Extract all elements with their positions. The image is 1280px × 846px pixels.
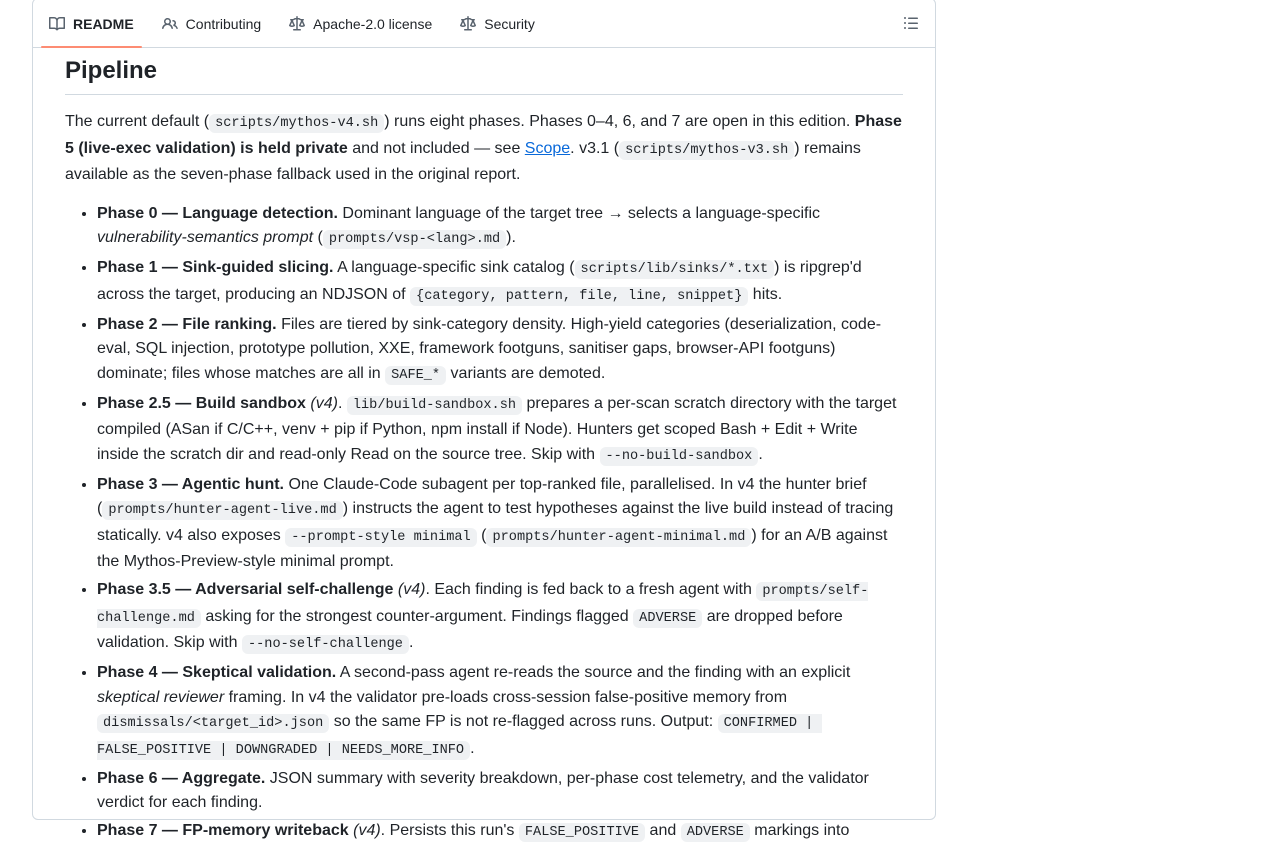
- list-item: [97, 661, 903, 763]
- phase-title: Phase 0 — Language detection.: [97, 204, 338, 222]
- inline-code: scripts/mythos-v3.sh: [619, 141, 794, 160]
- text: variants are demoted.: [446, 364, 606, 382]
- inline-code: lib/build-sandbox.sh: [347, 396, 522, 415]
- people-icon: [162, 16, 178, 32]
- readme-panel: [32, 0, 936, 840]
- inline-code: ADVERSE: [681, 823, 750, 842]
- tab-license[interactable]: [281, 0, 440, 47]
- text: ) runs eight phases. Phases 0–4, 6, and 7 are open in this edition.: [384, 113, 855, 130]
- text: and: [645, 822, 681, 839]
- scope-link[interactable]: Scope: [524, 139, 571, 157]
- list-item: [97, 392, 903, 470]
- tab-security-label: Security: [484, 16, 535, 32]
- inline-code: --no-self-challenge: [242, 635, 409, 654]
- version-tag: (v4): [397, 581, 426, 598]
- italic-text: skeptical reviewer: [97, 688, 225, 706]
- inline-code: dismissals/<target_id>.json: [97, 714, 329, 733]
- inline-code: prompts/hunter-agent-live.md: [102, 501, 342, 520]
- phase-title: Phase 2.5 — Build sandbox: [97, 394, 306, 412]
- section-heading: Pipeline: [65, 48, 903, 95]
- inline-code: --no-build-sandbox: [600, 447, 759, 466]
- text: are dropped before validation. Skip with: [97, 607, 843, 651]
- text: Files are tiered by sink-category density. High-yield categories (deserialization, code-eval, SQL injection, prototype pollution, XXE, framework footguns, sanitiser gaps, browser-API footguns) dominate; files whose matches are all in: [97, 315, 882, 382]
- outline-button[interactable]: [901, 13, 921, 33]
- phase-title: Phase 3 — Agentic hunt.: [97, 475, 284, 493]
- text: JSON summary with severity breakdown, per-phase cost telemetry, and the validator verdict for each finding.: [97, 769, 869, 811]
- book-icon: [49, 16, 65, 32]
- text: ) remains available as the seven-phase fallback used in the original report.: [65, 139, 861, 183]
- text: (: [476, 526, 487, 544]
- text: hits.: [748, 285, 783, 303]
- list-item: [97, 819, 903, 846]
- list-item: [97, 578, 903, 658]
- text: ) instructs the agent to test hypotheses against the live build instead of tracing statically. v4 also exposes: [97, 500, 894, 544]
- list-item: [97, 473, 903, 575]
- italic-text: vulnerability-semantics prompt: [97, 229, 314, 246]
- text: One Claude-Code subagent per top-ranked file, parallelised. In v4 the hunter brief (: [97, 475, 867, 517]
- text: ).: [506, 229, 516, 246]
- tab-license-label: Apache-2.0 license: [313, 16, 433, 32]
- text: A second-pass agent re-reads the source and the finding with an explicit: [336, 664, 851, 681]
- list-item: [97, 202, 903, 253]
- phase-title: Phase 6 — Aggregate.: [97, 769, 266, 787]
- inline-code: --prompt-style minimal: [285, 528, 476, 547]
- inline-code: prompts/hunter-agent-minimal.md: [486, 528, 751, 547]
- tab-readme-label: README: [73, 16, 134, 32]
- version-tag: (v4): [310, 394, 338, 412]
- phase-title: Phase 3.5 — Adversarial self-challenge: [97, 581, 394, 598]
- intro-paragraph: [65, 110, 903, 188]
- text: .: [758, 445, 763, 463]
- text: and not included — see: [347, 139, 525, 157]
- phase-title: Phase 7 — FP-memory writeback: [97, 822, 349, 839]
- inline-code: FALSE_POSITIVE: [519, 823, 645, 842]
- inline-code: scripts/lib/sinks/*.txt: [575, 260, 775, 279]
- text: so the same FP is not re-flagged across runs. Output:: [329, 713, 718, 730]
- phase-title: Phase 1 — Sink-guided slicing.: [97, 259, 334, 276]
- inline-code: {category, pattern, file, line, snippet}: [410, 287, 748, 306]
- text: ) is ripgrep'd across the target, producing an NDJSON of: [97, 259, 862, 303]
- text: (: [313, 229, 323, 246]
- phase-title: Phase 4 — Skeptical validation.: [97, 664, 337, 681]
- text: framing. In v4 the validator pre-loads cross-session false-positive memory from: [224, 688, 788, 706]
- inline-code: prompts/vsp-<lang>.md: [323, 230, 506, 249]
- list-item: [97, 256, 903, 309]
- version-tag: (v4): [353, 822, 381, 839]
- tab-contributing[interactable]: [154, 0, 270, 47]
- text: Dominant language of the target tree → selects a language-specific: [337, 204, 821, 222]
- list-item: [97, 767, 903, 816]
- text: markings into: [749, 822, 850, 839]
- phase-title: Phase 2 — File ranking.: [97, 315, 277, 333]
- list-outline-icon: [903, 15, 919, 31]
- readme-content: [33, 48, 935, 846]
- law-icon: [460, 16, 476, 32]
- phase-list: [65, 202, 903, 846]
- law-icon: [289, 16, 305, 32]
- tab-contributing-label: Contributing: [185, 16, 262, 32]
- readme-tabbar: [33, 0, 935, 48]
- text: ) for an A/B against the Mythos-Preview-style minimal prompt.: [97, 526, 888, 570]
- text: . Persists this run's: [380, 822, 519, 839]
- text: prepares a per-scan scratch directory with the target compiled (ASan if C/C++, venv + pip if Python, npm install if Node). Hunters get scoped Bash + Edit + Write inside the scratch dir and read-only Read on the source tree. Skip with: [97, 394, 897, 463]
- inline-code: ADVERSE: [633, 609, 702, 628]
- text: . v3.1 (: [570, 139, 620, 157]
- text: .: [337, 394, 347, 412]
- tab-readme[interactable]: [41, 0, 142, 47]
- text: asking for the strongest counter-argument. Findings flagged: [200, 607, 634, 625]
- inline-code: CONFIRMED | FALSE_POSITIVE | DOWNGRADED | NEEDS_MORE_INFO: [97, 716, 822, 758]
- bold-text: Phase 5 (live-exec validation) is held private: [65, 113, 902, 157]
- list-item: [97, 313, 903, 389]
- inline-code: scripts/mythos-v4.sh: [209, 114, 384, 133]
- tab-security[interactable]: [452, 0, 543, 47]
- text: . Each finding is fed back to a fresh agent with: [425, 581, 757, 598]
- text: .: [470, 739, 475, 757]
- inline-code: prompts/self-challenge.md: [97, 584, 869, 626]
- inline-code: SAFE_*: [385, 366, 446, 385]
- text: .: [408, 634, 414, 651]
- text: The current default (: [65, 113, 210, 130]
- text: A language-specific sink catalog (: [333, 259, 575, 276]
